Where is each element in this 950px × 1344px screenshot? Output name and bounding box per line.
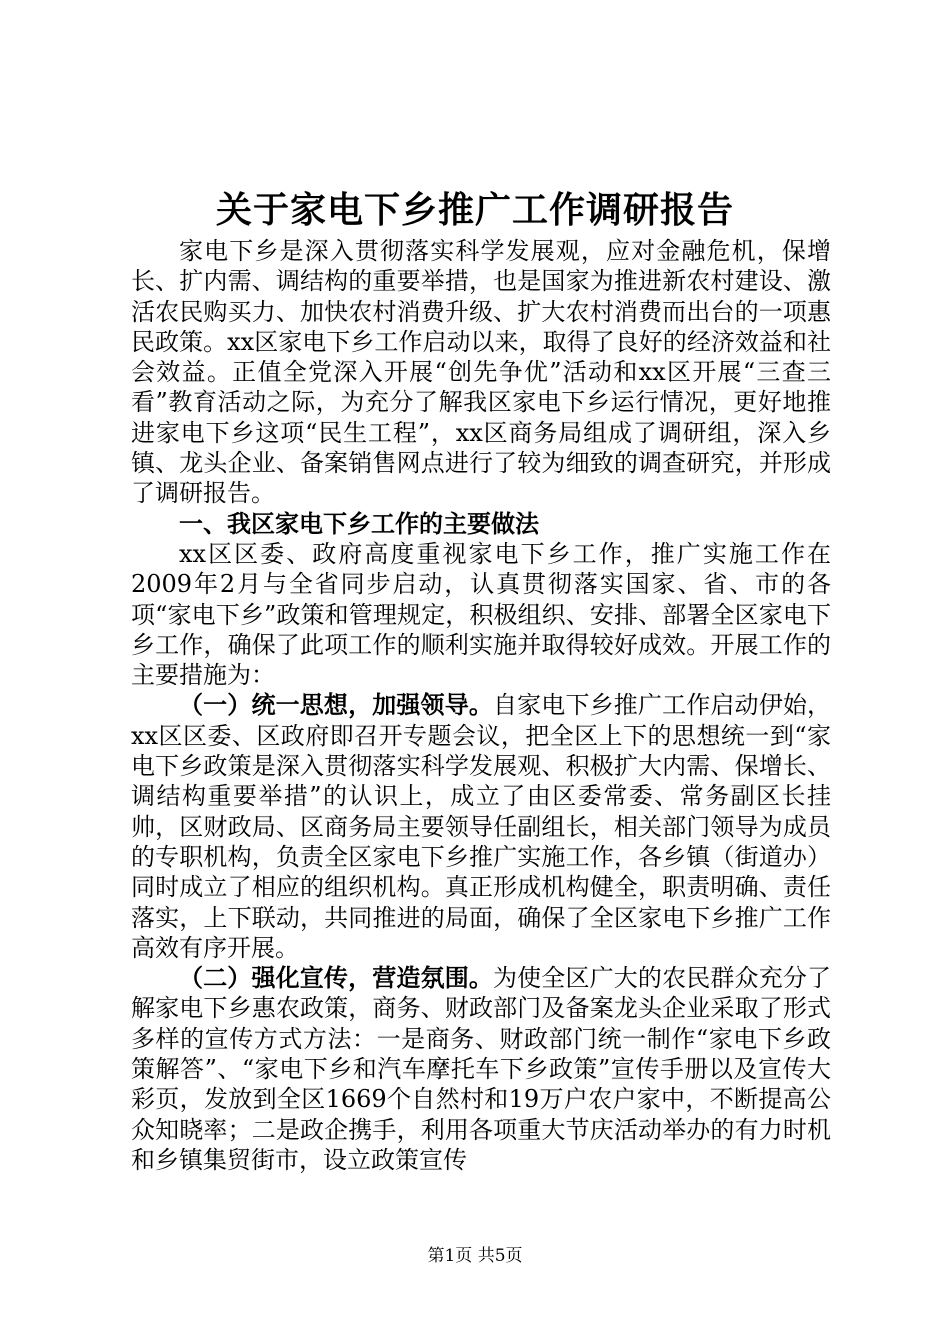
page-number: 第1页 共5页 xyxy=(427,1246,523,1266)
measure-heading-1: （一）统一思想，加强领导。 xyxy=(179,691,493,720)
measure-text-1: 自家电下乡推广工作启动伊始，xx区区委、区政府即召开专题会议，把全区上下的思想统一到“家电下乡政策是深入贯彻落实科学发展观、积极扩大内需、保增长、调结构重要举措”的认识上，成立了由区委常委、常务副区长挂帅，区财政局、区商务局主要领导任副组长，相关部门领导为成员的专职机构，负责全区家电下乡推广实施工作，各乡镇（街道办）同时成立了相应的组织机构。真正形成机构健全，职责明确、责任落实，上下联动，共同推进的局面，确保了全区家电下乡推广工作高效有序开展。 xyxy=(131,691,831,962)
intro-paragraph: 家电下乡是深入贯彻落实科学发展观，应对金融危机，保增长、扩内需、调结构的重要举措，也是国家为推进新农村建设、激活农民购买力、加快农村消费升级、扩大农村消费而出台的一项惠民政策。xx区家电下乡工作启动以来，取得了良好的经济效益和社会效益。正值全党深入开展“创先争优”活动和xx区开展“三查三看”教育活动之际，为充分了解我区家电下乡运行情况，更好地推进家电下乡这项“民生工程”，xx区商务局组成了调研组，深入乡镇、龙头企业、备案销售网点进行了较为细致的调查研究，并形成了调研报告。 xyxy=(131,237,831,508)
measure-paragraph-2 xyxy=(131,963,831,1175)
measure-text-2: 为使全区广大的农民群众充分了解家电下乡惠农政策，商务、财政部门及备案龙头企业采取了形式多样的宣传方式方法：一是商务、财政部门统一制作“家电下乡政策解答”、“家电下乡和汽车摩托车下乡政策”宣传手册以及宣传大彩页，发放到全区1669个自然村和19万户农户家中，不断提高公众知晓率；二是政企携手，利用各项重大节庆活动举办的有力时机和乡镇集贸街市，设立政策宣传 xyxy=(131,964,831,1174)
document-body xyxy=(131,236,831,1175)
section-heading: 一、我区家电下乡工作的主要做法 xyxy=(179,509,539,538)
measure-heading-2: （二）强化宣传，营造氛围。 xyxy=(179,964,493,993)
section-paragraph: xx区区委、政府高度重视家电下乡工作，推广实施工作在2009年2月与全省同步启动，认真贯彻落实国家、省、市的各项“家电下乡”政策和管理规定，积极组织、安排、部署全区家电下乡工作，确保了此项工作的顺利实施并取得较好成效。开展工作的主要措施为： xyxy=(131,539,831,690)
document-title: 关于家电下乡推广工作调研报告 xyxy=(215,189,734,231)
measure-paragraph-1 xyxy=(131,690,831,963)
